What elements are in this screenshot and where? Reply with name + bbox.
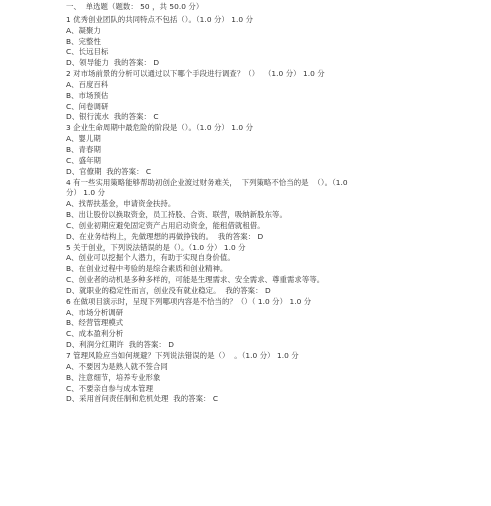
option-c: C、创业者的动机是多种多样的，可能是生理需求、安全需求、尊重需求等等。 [66,275,325,285]
option-a: A、不要因为是熟人就不签合同 [66,361,168,371]
question-stem: 3 企业生命周期中最危险的阶段是（）。（1.0 分） 1.0 分 [66,123,254,133]
option-c: C、成本盈利分析 [66,329,124,339]
option-a: A、凝聚力 [66,25,101,35]
option-b: B、完整性 [66,36,101,46]
option-c: C、长远目标 [66,47,109,57]
option-a: A、找帮扶基金，申请资金扶持。 [66,199,176,209]
option-a: A、创业可以挖掘个人潜力，有助于实现自身价值。 [66,253,235,263]
option-b: B、在创业过程中考验的是综合素质和创业精神。 [66,264,228,274]
question-stem: 7 管理风险应当如何规避？下列说法错误的是（） 。（1.0 分） 1.0 分 [66,351,299,360]
question-3 [66,123,486,177]
option-d-with-answer: D、利润分红期许 我的答案： D [66,340,174,350]
option-c: C、问卷调研 [66,101,109,111]
question-stem: 6 在做项目演示时，呈现下列哪项内容是不恰当的？（）（ 1.0 分） 1.0 分 [66,296,312,306]
question-stem-continued: 分） 1.0 分 [66,188,106,198]
question-1 [66,15,486,69]
question-2 [66,69,486,123]
option-c: C、盛年期 [66,155,101,165]
question-stem: 1 优秀创业团队的共同特点不包括（）。（1.0 分） 1.0 分 [66,14,254,24]
quiz-document [66,2,486,405]
option-d-with-answer: D、采用首问责任制和危机处理 我的答案： C [66,394,219,404]
option-d-with-answer: D、领导能力 我的答案： D [66,58,160,68]
option-b: B、青春期 [66,144,101,154]
option-d-with-answer: D、在业务结构上，先做理想的再做挣钱的。 我的答案： D [66,231,264,241]
section-header: 一、 单选题（题数： 50 ，共 50.0 分） [66,2,204,11]
option-b: B、出让股份以换取资金，员工持股、合资、联营，吸纳新股东等。 [66,210,287,220]
option-a: A、百度百科 [66,79,109,89]
option-b: B、经营管理模式 [66,318,124,328]
question-4 [66,178,486,243]
option-a: A、市场分析调研 [66,307,124,317]
question-stem: 5 关于创业，下列说法错误的是（）。（1.0 分） 1.0 分 [66,242,246,252]
question-6 [66,297,486,351]
question-stem: 4 有一些实用策略能够帮助初创企业渡过财务难关， 下列策略不恰当的是 （）。（1.0 [66,177,348,187]
question-stem: 2 对市场前景的分析可以通过以下哪个手段进行调查？（） （1.0 分） 1.0 分 [66,69,325,79]
question-7 [66,351,486,405]
option-d-with-answer: D、就职业的稳定性而言，创业没有就业稳定。 我的答案： D [66,285,271,295]
option-a: A、婴儿期 [66,134,101,144]
option-d-with-answer: D、银行流水 我的答案： C [66,112,159,122]
option-b: B、注意细节，培养专业形象 [66,372,161,382]
option-c: C、创业初期应避免固定资产占用启动资金，能租借就租借。 [66,220,265,230]
question-5 [66,243,486,297]
option-c: C、不要亲自参与成本管理 [66,383,154,393]
option-d-with-answer: D、官僚期 我的答案： C [66,166,152,176]
option-b: B、市场预估 [66,90,109,100]
